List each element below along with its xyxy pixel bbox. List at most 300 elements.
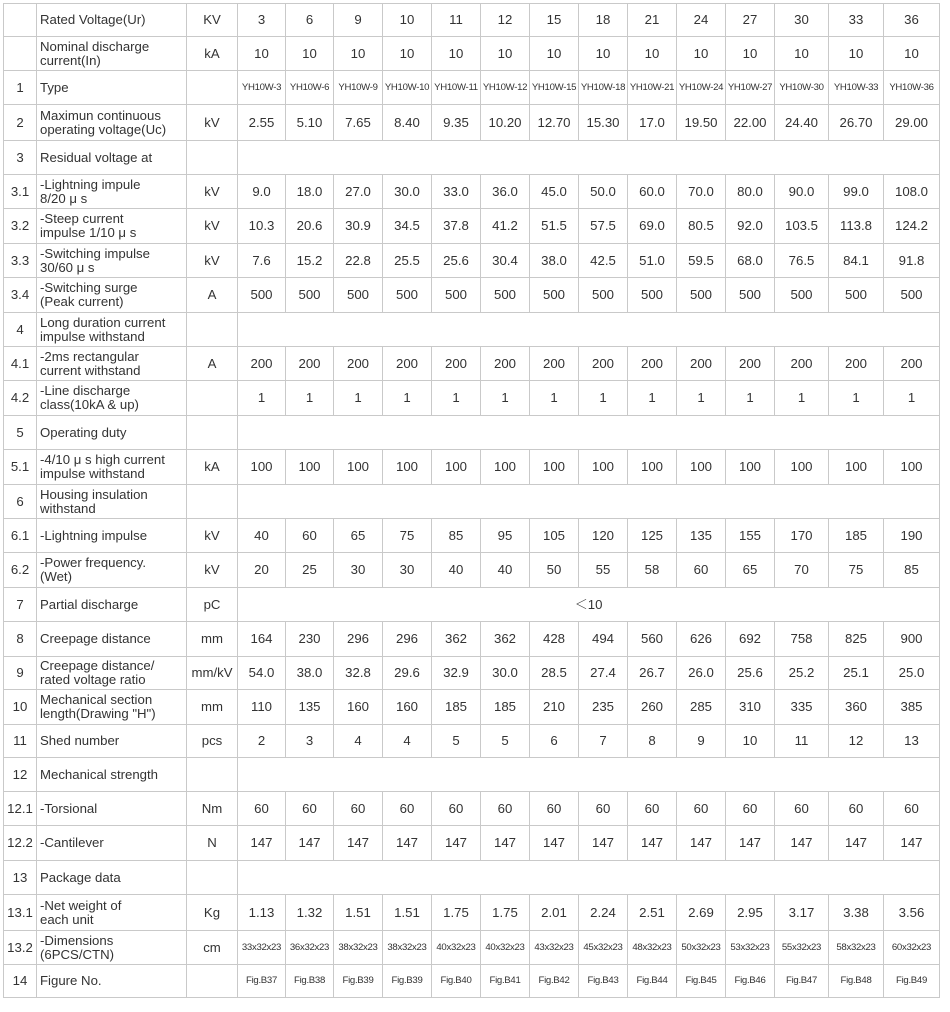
- value-cell: 9.0: [238, 175, 286, 209]
- value-cell: 113.8: [829, 209, 884, 244]
- value-cell: 30.0: [481, 657, 530, 690]
- parameter-label-line: Creepage distance: [40, 631, 151, 646]
- value-cell: 100: [432, 450, 481, 485]
- unit-cell: N: [187, 826, 238, 861]
- row-number: 7: [4, 588, 37, 622]
- value-cell: 91.8: [884, 244, 940, 278]
- value-cell: 60: [286, 519, 334, 553]
- value-cell: 17.0: [628, 105, 677, 141]
- value-cell: 5: [432, 725, 481, 758]
- value-cell: YH10W-18: [579, 71, 628, 105]
- unit-cell: [187, 313, 238, 347]
- parameter-label-line: -Torsional: [40, 800, 98, 816]
- value-cell: Fig.B39: [383, 965, 432, 998]
- value-cell: 147: [530, 826, 579, 861]
- value-cell: 30: [383, 553, 432, 588]
- value-cell: 90.0: [775, 175, 829, 209]
- parameter-label: [37, 826, 187, 861]
- value-cell: 7.6: [238, 244, 286, 278]
- parameter-label: [37, 347, 187, 381]
- value-cell: 200: [286, 347, 334, 381]
- value-cell: 1.13: [238, 895, 286, 931]
- value-cell: 33x32x23: [238, 931, 286, 965]
- section-empty-cell: [238, 485, 940, 519]
- value-cell: 25: [286, 553, 334, 588]
- value-cell: 10: [238, 37, 286, 71]
- value-cell: YH10W-11: [432, 71, 481, 105]
- value-cell: 10: [481, 37, 530, 71]
- value-cell: 500: [334, 278, 383, 313]
- parameter-label-line: Mechanical section: [40, 692, 153, 707]
- unit-cell: kV: [187, 209, 238, 244]
- value-cell: Fig.B42: [530, 965, 579, 998]
- value-cell: 65: [726, 553, 775, 588]
- value-cell: 40x32x23: [432, 931, 481, 965]
- parameter-label-line: -Cantilever: [40, 835, 104, 850]
- value-cell: 147: [628, 826, 677, 861]
- value-cell: 1: [530, 381, 579, 416]
- value-cell: 100: [775, 450, 829, 485]
- value-cell: 45x32x23: [579, 931, 628, 965]
- value-cell: 1: [286, 381, 334, 416]
- table-row: [4, 553, 940, 588]
- value-cell: YH10W-36: [884, 71, 940, 105]
- value-cell: 41.2: [481, 209, 530, 244]
- value-cell: 296: [383, 622, 432, 657]
- value-cell: 20.6: [286, 209, 334, 244]
- value-cell: 40: [432, 553, 481, 588]
- value-cell: 10.3: [238, 209, 286, 244]
- unit-cell: kV: [187, 105, 238, 141]
- value-cell: 1.51: [383, 895, 432, 931]
- merged-value-cell: ＜10: [238, 588, 940, 622]
- unit-cell: kA: [187, 37, 238, 71]
- value-cell: 10: [579, 37, 628, 71]
- value-cell: 12.70: [530, 105, 579, 141]
- section-empty-cell: [238, 141, 940, 175]
- value-cell: 200: [432, 347, 481, 381]
- value-cell: 200: [628, 347, 677, 381]
- value-cell: 362: [432, 622, 481, 657]
- value-cell: Fig.B48: [829, 965, 884, 998]
- value-cell: 1: [775, 381, 829, 416]
- value-cell: 38x32x23: [383, 931, 432, 965]
- parameter-label-line: -2ms rectangular: [40, 348, 139, 364]
- value-cell: 85: [432, 519, 481, 553]
- unit-cell: Nm: [187, 792, 238, 826]
- value-cell: 164: [238, 622, 286, 657]
- value-cell: 60: [628, 792, 677, 826]
- parameter-label-line: -4/10 μ s high current: [40, 452, 165, 467]
- value-cell: 11: [432, 4, 481, 37]
- table-row: [4, 758, 940, 792]
- parameter-label: [37, 725, 187, 758]
- unit-cell: KV: [187, 4, 238, 37]
- value-cell: 5.10: [286, 105, 334, 141]
- table-row: [4, 347, 940, 381]
- row-number: 3.1: [4, 175, 37, 209]
- parameter-label: [37, 278, 187, 313]
- value-cell: 1: [579, 381, 628, 416]
- value-cell: 21: [628, 4, 677, 37]
- value-cell: 4: [383, 725, 432, 758]
- value-cell: 38.0: [286, 657, 334, 690]
- value-cell: 100: [829, 450, 884, 485]
- parameter-label: [37, 861, 187, 895]
- value-cell: 22.00: [726, 105, 775, 141]
- table-row: [4, 416, 940, 450]
- value-cell: 190: [884, 519, 940, 553]
- value-cell: 25.6: [726, 657, 775, 690]
- parameter-label: [37, 141, 187, 175]
- parameter-label-line: Shed number: [40, 733, 120, 748]
- value-cell: YH10W-9: [334, 71, 383, 105]
- value-cell: 125: [628, 519, 677, 553]
- value-cell: 10: [334, 37, 383, 71]
- value-cell: 200: [530, 347, 579, 381]
- value-cell: 38x32x23: [334, 931, 383, 965]
- value-cell: 120: [579, 519, 628, 553]
- table-row: [4, 244, 940, 278]
- value-cell: 2.55: [238, 105, 286, 141]
- value-cell: 11: [775, 725, 829, 758]
- row-number: 13: [4, 861, 37, 895]
- unit-cell: kV: [187, 175, 238, 209]
- value-cell: 100: [677, 450, 726, 485]
- value-cell: 428: [530, 622, 579, 657]
- value-cell: 296: [334, 622, 383, 657]
- row-number: 4.2: [4, 381, 37, 416]
- unit-cell: [187, 758, 238, 792]
- value-cell: 500: [677, 278, 726, 313]
- value-cell: 1.75: [432, 895, 481, 931]
- value-cell: 10: [628, 37, 677, 71]
- value-cell: 26.0: [677, 657, 726, 690]
- parameter-label-line: Long duration current: [40, 314, 166, 330]
- value-cell: 54.0: [238, 657, 286, 690]
- value-cell: 825: [829, 622, 884, 657]
- value-cell: 100: [334, 450, 383, 485]
- table-row: [4, 105, 940, 141]
- row-number: 12: [4, 758, 37, 792]
- value-cell: 28.5: [530, 657, 579, 690]
- value-cell: 18: [579, 4, 628, 37]
- unit-cell: kA: [187, 450, 238, 485]
- table-row: [4, 4, 940, 37]
- value-cell: 70: [775, 553, 829, 588]
- value-cell: 99.0: [829, 175, 884, 209]
- table-row: [4, 278, 940, 313]
- parameter-label: [37, 690, 187, 725]
- value-cell: 385: [884, 690, 940, 725]
- value-cell: 692: [726, 622, 775, 657]
- value-cell: 33.0: [432, 175, 481, 209]
- value-cell: 32.9: [432, 657, 481, 690]
- table-row: [4, 690, 940, 725]
- table-row: [4, 450, 940, 485]
- table-row: [4, 622, 940, 657]
- value-cell: 15: [530, 4, 579, 37]
- row-number: 3: [4, 141, 37, 175]
- parameter-label-line: (Wet): [40, 569, 72, 584]
- value-cell: 57.5: [579, 209, 628, 244]
- parameter-label: [37, 519, 187, 553]
- value-cell: 51.0: [628, 244, 677, 278]
- parameter-label-line: current(In): [40, 52, 101, 68]
- value-cell: 310: [726, 690, 775, 725]
- parameter-label-line: Rated Voltage(Ur): [40, 12, 146, 27]
- value-cell: 6: [286, 4, 334, 37]
- parameter-label-line: -Lightning impulse: [40, 527, 148, 543]
- value-cell: 60.0: [628, 175, 677, 209]
- value-cell: 5: [481, 725, 530, 758]
- value-cell: 500: [481, 278, 530, 313]
- value-cell: 25.1: [829, 657, 884, 690]
- row-number: 14: [4, 965, 37, 998]
- unit-cell: A: [187, 347, 238, 381]
- spec-table-body: [4, 4, 940, 998]
- parameter-label-line: -Power frequency.: [40, 555, 147, 570]
- row-number: 12.1: [4, 792, 37, 826]
- value-cell: 60: [677, 553, 726, 588]
- value-cell: 60x32x23: [884, 931, 940, 965]
- parameter-label-line: Partial discharge: [40, 596, 139, 612]
- value-cell: 7.65: [334, 105, 383, 141]
- parameter-label-line: Nominal discharge: [40, 38, 150, 54]
- value-cell: 200: [481, 347, 530, 381]
- value-cell: 10: [286, 37, 334, 71]
- value-cell: YH10W-3: [238, 71, 286, 105]
- value-cell: 27.4: [579, 657, 628, 690]
- parameter-label-line: 30/60 μ s: [40, 259, 95, 275]
- value-cell: 33: [829, 4, 884, 37]
- value-cell: 494: [579, 622, 628, 657]
- value-cell: 40: [238, 519, 286, 553]
- value-cell: 10: [829, 37, 884, 71]
- parameter-label: [37, 313, 187, 347]
- value-cell: 1: [677, 381, 726, 416]
- value-cell: 1.51: [334, 895, 383, 931]
- parameter-label: [37, 965, 187, 998]
- value-cell: 55: [579, 553, 628, 588]
- parameter-label-line: Maximun continuous: [40, 107, 161, 123]
- table-row: [4, 381, 940, 416]
- value-cell: 37.8: [432, 209, 481, 244]
- value-cell: 2.95: [726, 895, 775, 931]
- value-cell: 60: [775, 792, 829, 826]
- value-cell: 36: [884, 4, 940, 37]
- table-row: [4, 861, 940, 895]
- value-cell: 210: [530, 690, 579, 725]
- unit-cell: A: [187, 278, 238, 313]
- parameter-label-line: length(Drawing "H"): [40, 706, 156, 721]
- row-number: 6.1: [4, 519, 37, 553]
- value-cell: 32.8: [334, 657, 383, 690]
- value-cell: Fig.B37: [238, 965, 286, 998]
- value-cell: 124.2: [884, 209, 940, 244]
- unit-cell: mm: [187, 690, 238, 725]
- value-cell: 58x32x23: [829, 931, 884, 965]
- table-row: [4, 209, 940, 244]
- value-cell: 3.56: [884, 895, 940, 931]
- value-cell: 200: [238, 347, 286, 381]
- value-cell: 30.9: [334, 209, 383, 244]
- value-cell: 155: [726, 519, 775, 553]
- unit-cell: kV: [187, 519, 238, 553]
- value-cell: 500: [628, 278, 677, 313]
- parameter-label-line: Operating duty: [40, 424, 127, 440]
- parameter-label: [37, 71, 187, 105]
- parameter-label-line: 8/20 μ s: [40, 190, 88, 206]
- parameter-label-line: Figure No.: [40, 973, 102, 988]
- row-number: 3.4: [4, 278, 37, 313]
- value-cell: 500: [238, 278, 286, 313]
- value-cell: 24.40: [775, 105, 829, 141]
- parameter-label-line: impulse withstand: [40, 328, 145, 344]
- value-cell: 58: [628, 553, 677, 588]
- value-cell: 30: [334, 553, 383, 588]
- row-number: 2: [4, 105, 37, 141]
- value-cell: 200: [334, 347, 383, 381]
- value-cell: 147: [884, 826, 940, 861]
- value-cell: Fig.B45: [677, 965, 726, 998]
- value-cell: 335: [775, 690, 829, 725]
- value-cell: 147: [677, 826, 726, 861]
- value-cell: 1: [383, 381, 432, 416]
- value-cell: 48x32x23: [628, 931, 677, 965]
- table-row: [4, 141, 940, 175]
- value-cell: 40x32x23: [481, 931, 530, 965]
- parameter-label: [37, 931, 187, 965]
- value-cell: 10.20: [481, 105, 530, 141]
- value-cell: 147: [726, 826, 775, 861]
- row-number: 12.2: [4, 826, 37, 861]
- table-row: [4, 175, 940, 209]
- value-cell: 20: [238, 553, 286, 588]
- value-cell: 75: [829, 553, 884, 588]
- value-cell: 8.40: [383, 105, 432, 141]
- value-cell: 29.00: [884, 105, 940, 141]
- value-cell: YH10W-21: [628, 71, 677, 105]
- value-cell: 200: [579, 347, 628, 381]
- value-cell: 18.0: [286, 175, 334, 209]
- parameter-label: [37, 485, 187, 519]
- parameter-label-line: (6PCS/CTN): [40, 946, 114, 962]
- value-cell: 160: [383, 690, 432, 725]
- parameter-label: [37, 244, 187, 278]
- value-cell: 60: [726, 792, 775, 826]
- parameter-label-line: operating voltage(Uc): [40, 121, 167, 137]
- row-number: 11: [4, 725, 37, 758]
- unit-cell: kV: [187, 244, 238, 278]
- value-cell: 100: [238, 450, 286, 485]
- value-cell: 76.5: [775, 244, 829, 278]
- value-cell: 500: [383, 278, 432, 313]
- value-cell: 500: [530, 278, 579, 313]
- value-cell: 10: [383, 4, 432, 37]
- row-number: 13.2: [4, 931, 37, 965]
- value-cell: 147: [334, 826, 383, 861]
- parameter-label-line: -Steep current: [40, 211, 124, 226]
- table-row: [4, 792, 940, 826]
- value-cell: 147: [286, 826, 334, 861]
- value-cell: Fig.B46: [726, 965, 775, 998]
- row-number: 5: [4, 416, 37, 450]
- value-cell: 100: [481, 450, 530, 485]
- value-cell: Fig.B44: [628, 965, 677, 998]
- value-cell: 3.17: [775, 895, 829, 931]
- value-cell: 25.5: [383, 244, 432, 278]
- value-cell: Fig.B47: [775, 965, 829, 998]
- value-cell: 100: [579, 450, 628, 485]
- value-cell: 50x32x23: [677, 931, 726, 965]
- value-cell: 1: [726, 381, 775, 416]
- value-cell: 95: [481, 519, 530, 553]
- value-cell: 103.5: [775, 209, 829, 244]
- value-cell: 200: [884, 347, 940, 381]
- value-cell: 1: [481, 381, 530, 416]
- row-number: 3.2: [4, 209, 37, 244]
- table-row: [4, 588, 940, 622]
- parameter-label: [37, 416, 187, 450]
- section-empty-cell: [238, 313, 940, 347]
- parameter-label-line: -Line discharge: [40, 383, 131, 398]
- value-cell: 26.70: [829, 105, 884, 141]
- value-cell: 38.0: [530, 244, 579, 278]
- table-row: [4, 931, 940, 965]
- row-number: [4, 4, 37, 37]
- value-cell: 60: [334, 792, 383, 826]
- parameter-label: [37, 622, 187, 657]
- value-cell: 900: [884, 622, 940, 657]
- section-empty-cell: [238, 758, 940, 792]
- value-cell: 1: [829, 381, 884, 416]
- value-cell: 260: [628, 690, 677, 725]
- value-cell: 500: [726, 278, 775, 313]
- value-cell: YH10W-15: [530, 71, 579, 105]
- table-row: [4, 895, 940, 931]
- table-row: [4, 519, 940, 553]
- value-cell: 43x32x23: [530, 931, 579, 965]
- value-cell: 4: [334, 725, 383, 758]
- value-cell: Fig.B49: [884, 965, 940, 998]
- parameter-label-line: -Lightning impule: [40, 176, 141, 192]
- value-cell: 30.0: [383, 175, 432, 209]
- value-cell: 230: [286, 622, 334, 657]
- value-cell: 70.0: [677, 175, 726, 209]
- table-row: [4, 71, 940, 105]
- value-cell: 2.24: [579, 895, 628, 931]
- row-number: 3.3: [4, 244, 37, 278]
- row-number: 6.2: [4, 553, 37, 588]
- value-cell: YH10W-12: [481, 71, 530, 105]
- value-cell: 25.0: [884, 657, 940, 690]
- parameter-label-line: class(10kA & up): [40, 397, 139, 412]
- value-cell: 160: [334, 690, 383, 725]
- value-cell: 147: [481, 826, 530, 861]
- parameter-label-line: (Peak current): [40, 294, 124, 309]
- value-cell: 59.5: [677, 244, 726, 278]
- value-cell: 100: [726, 450, 775, 485]
- unit-cell: pcs: [187, 725, 238, 758]
- value-cell: 45.0: [530, 175, 579, 209]
- value-cell: 500: [829, 278, 884, 313]
- value-cell: 50.0: [579, 175, 628, 209]
- value-cell: 500: [884, 278, 940, 313]
- value-cell: 60: [383, 792, 432, 826]
- parameter-label: [37, 175, 187, 209]
- row-number: 1: [4, 71, 37, 105]
